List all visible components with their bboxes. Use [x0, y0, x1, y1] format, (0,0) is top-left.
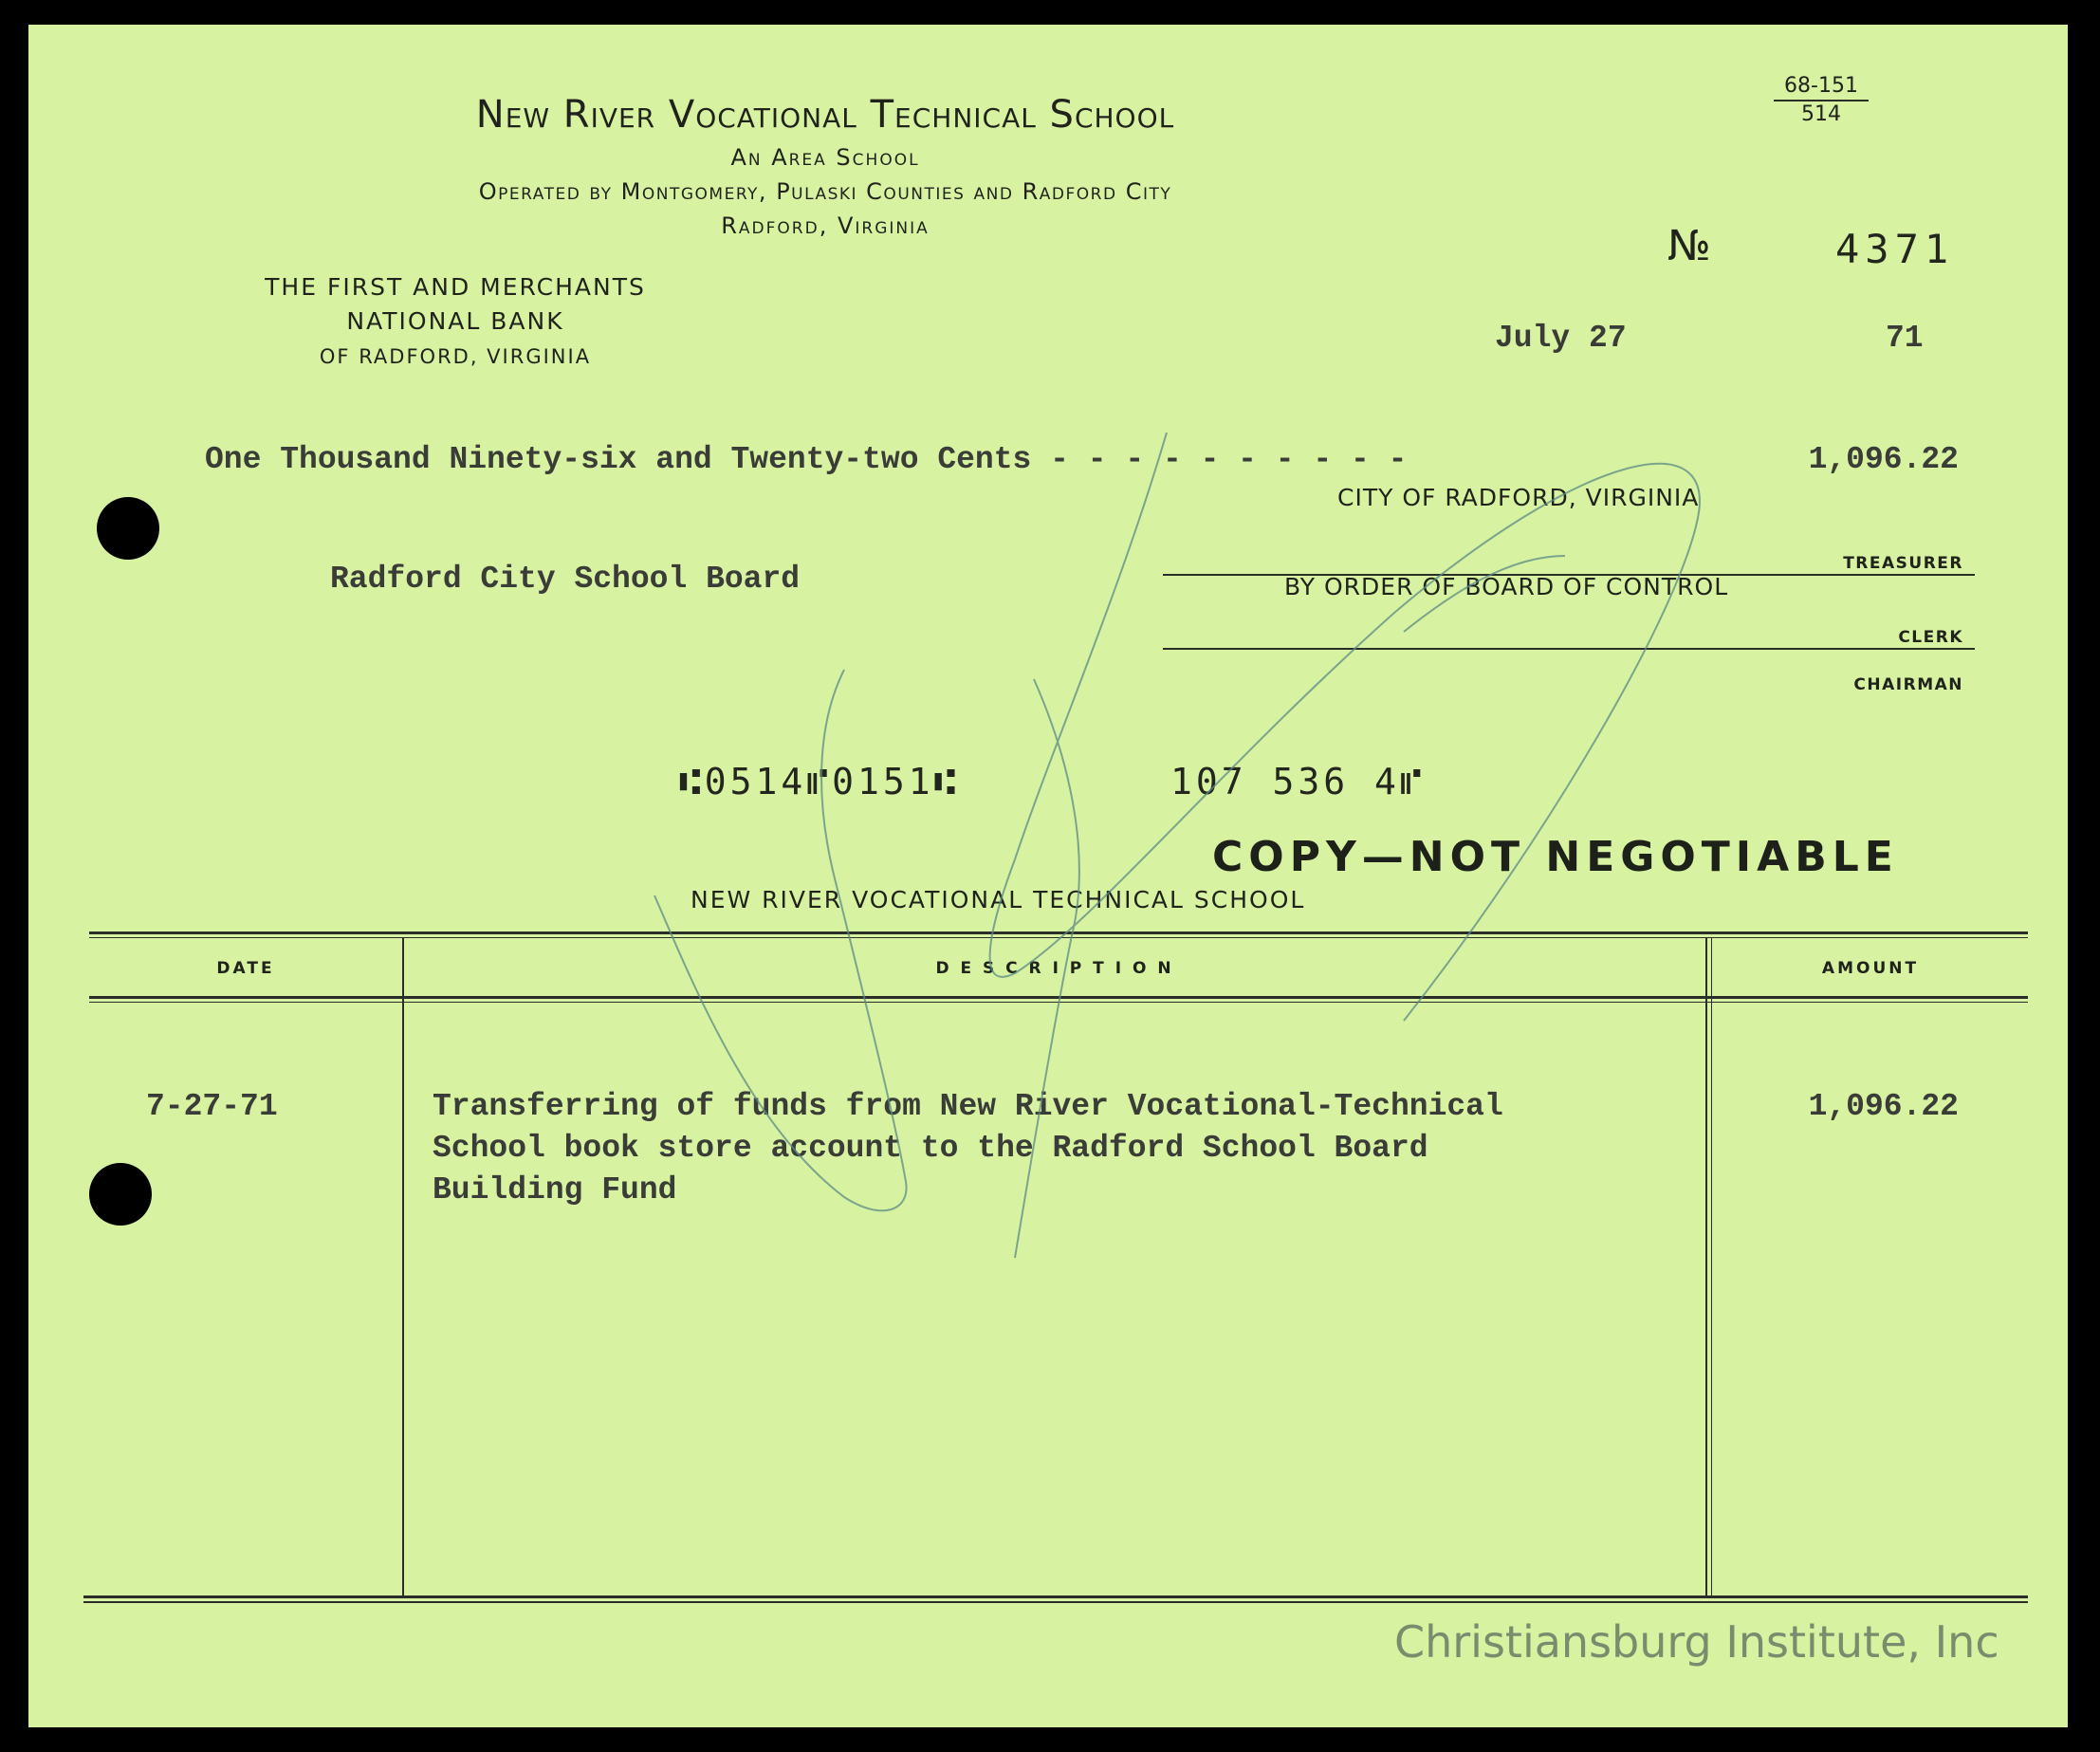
school-subtitle: An Area School [730, 144, 920, 171]
bank-location: OF RADFORD, VIRGINIA [319, 345, 592, 368]
check-date: July 27 [1495, 321, 1627, 356]
label-by-order: BY ORDER OF BOARD OF CONTROL [1284, 573, 1729, 600]
amount-in-words: One Thousand Ninety-six and Twenty-two Cents - - - - - - - - - - [205, 442, 1408, 477]
check-number-symbol: № [1667, 222, 1711, 270]
school-location: Radford, Virginia [721, 212, 930, 239]
payee-name: Radford City School Board [330, 562, 801, 597]
routing-fraction-top: 68-151 [1774, 74, 1869, 101]
label-treasurer: TREASURER [1843, 554, 1963, 573]
school-name: New River Vocational Technical School [475, 93, 1175, 137]
stub-title: NEW RIVER VOCATIONAL TECHNICAL SCHOOL [691, 886, 1306, 913]
binder-hole-top [97, 497, 159, 560]
stub-row-description-line2: School book store account to the Radford School Board [433, 1131, 1428, 1166]
drawer-name: CITY OF RADFORD, VIRGINIA [1337, 484, 1700, 511]
check-year: 71 [1886, 321, 1924, 356]
watermark-text: Christiansburg Institute, Inc [1394, 1616, 1999, 1668]
stub-row-description-line1: Transferring of funds from New River Vocational-Technical [433, 1089, 1503, 1124]
column-header-description: D E S C R I P T I O N [935, 959, 1174, 978]
micr-routing: ⑆0514⑈0151⑆ [679, 761, 960, 802]
stub-row-date: 7-27-71 [146, 1089, 278, 1124]
school-operated-by: Operated by Montgomery, Pulaski Counties and Radford City [478, 178, 1172, 205]
check-number: 4371 [1835, 226, 1955, 272]
bank-name-line1: THE FIRST AND MERCHANTS [265, 273, 646, 301]
stub-row-description-line3: Building Fund [433, 1172, 677, 1208]
micr-account: 107 536 4⑈ [1170, 761, 1426, 802]
copy-not-negotiable-stamp: COPY—NOT NEGOTIABLE [1212, 833, 1899, 881]
label-clerk: CLERK [1898, 628, 1963, 647]
check-document [28, 25, 2068, 1727]
amount-numeric: 1,096.22 [1808, 442, 1959, 477]
pencil-check-marks [28, 25, 2068, 1727]
binder-hole-bottom [89, 1163, 152, 1226]
column-header-amount: AMOUNT [1821, 959, 1920, 978]
bank-name-line2: NATIONAL BANK [346, 307, 564, 335]
label-chairman: CHAIRMAN [1853, 675, 1963, 694]
routing-fraction-bottom: 514 [1801, 102, 1841, 126]
column-header-date: DATE [216, 959, 275, 978]
stub-row-amount: 1,096.22 [1808, 1089, 1959, 1124]
